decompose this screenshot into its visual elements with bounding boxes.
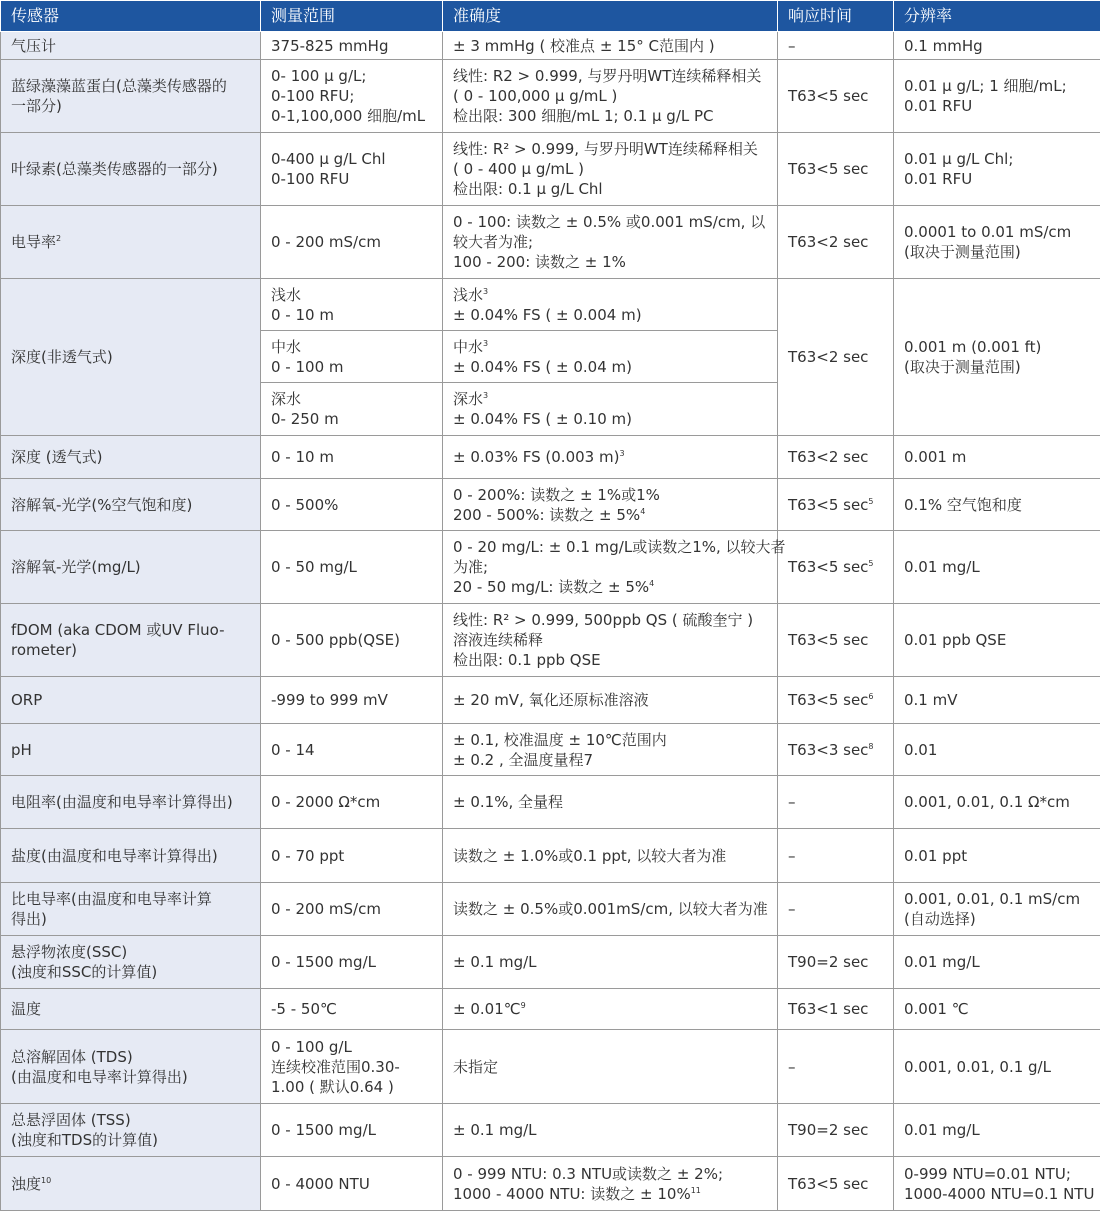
- sensor-name-line: fDOM (aka CDOM 或UV Fluo-: [11, 620, 250, 640]
- sensor-name-cell: [1, 1030, 261, 1104]
- resolution-cell: [894, 677, 1100, 724]
- sensor-name-line: 电阻率(由温度和电导率计算得出): [11, 792, 250, 812]
- range-cell: [261, 1157, 443, 1211]
- accuracy-line: ( 0 - 100,000 µ g/mL ): [453, 86, 767, 106]
- sensor-name-cell: [1, 724, 261, 776]
- response-cell: [778, 531, 894, 604]
- accuracy-label: 中水$^3$: [453, 337, 767, 357]
- resolution-cell: [894, 479, 1100, 531]
- resolution-cell: [894, 936, 1100, 989]
- resolution-line: 0.01 ppb QSE: [904, 630, 1090, 650]
- resolution-line: (取决于测量范围): [904, 242, 1090, 262]
- accuracy-cell: [443, 677, 778, 724]
- sensor-name-line: 溶解氧-光学(mg/L): [11, 557, 250, 577]
- accuracy-line: 读数之 ± 0.5%或0.001mS/cm, 以较大者为准: [453, 899, 767, 919]
- accuracy-footnote: 4: [640, 507, 645, 516]
- resolution-line: 0.01 RFU: [904, 169, 1090, 189]
- accuracy-cell: [443, 531, 778, 604]
- range-cell: [261, 724, 443, 776]
- response-cell: [778, 1104, 894, 1157]
- sensor-name-line: 得出): [11, 909, 250, 929]
- response-cell: [778, 1157, 894, 1211]
- range-line: 0 - 100 g/L: [271, 1037, 432, 1057]
- sensor-name-line: 深度(非透气式): [11, 347, 250, 367]
- accuracy-line: 0 - 20 mg/L: ± 0.1 mg/L或读数之1%, 以较大者: [453, 537, 767, 557]
- sensor-name-footnote: 2: [56, 234, 61, 243]
- range-line: 浅水: [271, 285, 432, 305]
- accuracy-footnote: 11: [691, 1186, 701, 1195]
- accuracy-label: 浅水$^3$: [453, 285, 767, 305]
- accuracy-cell: [443, 1030, 778, 1104]
- sensor-name-line: pH: [11, 740, 250, 760]
- sensor-name-cell: [1, 436, 261, 479]
- sensor-name-line: 叶绿素(总藻类传感器的一部分): [11, 159, 250, 179]
- accuracy-cell: [443, 479, 778, 531]
- accuracy-line: 线性: R² > 0.999, 500ppb QS ( 硫酸奎宁 ): [453, 610, 767, 630]
- table-row: [1, 604, 1100, 677]
- resolution-line: 0.01 mg/L: [904, 952, 1090, 972]
- resolution-line: 0.001 m (0.001 ft): [904, 337, 1090, 357]
- range-line: 0 - 14: [271, 740, 432, 760]
- response-line: T90=2 sec: [788, 1120, 883, 1140]
- accuracy-line: 读数之 ± 1.0%或0.1 ppt, 以较大者为准: [453, 846, 767, 866]
- range-line: 375-825 mmHg: [271, 36, 432, 56]
- resolution-cell: [894, 206, 1100, 279]
- sensor-name-cell: [1, 531, 261, 604]
- accuracy-value: ± 0.04% FS ( ± 0.10 m): [453, 409, 767, 429]
- response-cell: [778, 724, 894, 776]
- table-row: [1, 531, 1100, 604]
- sensor-name-line: (由温度和电导率计算得出): [11, 1067, 250, 1087]
- sensor-name-line: 浊度$^{10}$: [11, 1174, 250, 1194]
- response-cell: [778, 436, 894, 479]
- response-line: –: [788, 899, 883, 919]
- accuracy-line: ± 0.1%, 全量程: [453, 792, 767, 812]
- sensor-name-cell: [1, 1104, 261, 1157]
- range-line: 0 - 1500 mg/L: [271, 952, 432, 972]
- table-row: [1, 1030, 1100, 1104]
- response-line: T63<5 $\sec^5$: [788, 557, 883, 577]
- range-line: 0 - 200 mS/cm: [271, 899, 432, 919]
- accuracy-line: 0 - 999 NTU: 0.3 NTU或读数之 ± 2%;: [453, 1164, 767, 1184]
- range-line: 0 - 500%: [271, 495, 432, 515]
- response-cell: [778, 206, 894, 279]
- range-line: 连续校准范围0.30-: [271, 1057, 432, 1077]
- range-cell: [261, 776, 443, 829]
- accuracy-cell: [443, 133, 778, 206]
- accuracy-line: 检出限: 0.1 µ g/L Chl: [453, 179, 767, 199]
- sensor-name-cell: [1, 133, 261, 206]
- response-line: T63<5 $\sec^6$: [788, 690, 883, 710]
- accuracy-footnote: 3: [483, 287, 488, 296]
- accuracy-cell: [443, 32, 778, 60]
- table-row: [1, 1157, 1100, 1211]
- sensor-name-line: (浊度和SSC的计算值): [11, 962, 250, 982]
- resolution-line: 0.001 ℃: [904, 999, 1090, 1019]
- response-footnote: 8: [868, 742, 873, 751]
- range-cell: [261, 1104, 443, 1157]
- response-footnote: 5: [868, 497, 873, 506]
- range-line: 0- 250 m: [271, 409, 432, 429]
- response-line: T63<5 sec: [788, 86, 883, 106]
- table-row: [1, 776, 1100, 829]
- resolution-line: 0.01 mg/L: [904, 1120, 1090, 1140]
- accuracy-line: 较大者为准;: [453, 232, 767, 252]
- resolution-line: 0.1 mV: [904, 690, 1090, 710]
- range-line: 0-100 RFU: [271, 169, 432, 189]
- sensor-name-cell: [1, 936, 261, 989]
- accuracy-label: 深水$^3$: [453, 389, 767, 409]
- accuracy-line: ( 0 - 400 µ g/mL ): [453, 159, 767, 179]
- sensor-name-footnote: 10: [41, 1176, 51, 1185]
- header-range: 测量范围: [261, 1, 443, 32]
- range-line: 深水: [271, 389, 432, 409]
- response-cell: [778, 1030, 894, 1104]
- resolution-cell: [894, 279, 1100, 436]
- range-line: 0 - 200 mS/cm: [271, 232, 432, 252]
- table-row: [1, 883, 1100, 936]
- header-accuracy: 准确度: [443, 1, 778, 32]
- accuracy-line: 为准;: [453, 557, 767, 577]
- response-line: T63<3 $\sec^8$: [788, 740, 883, 760]
- accuracy-line: 检出限: 300 细胞/mL 1; 0.1 µ g/L PC: [453, 106, 767, 126]
- sensor-name-line: ORP: [11, 690, 250, 710]
- table-row: [1, 724, 1100, 776]
- accuracy-footnote: 3: [483, 391, 488, 400]
- response-line: T90=2 sec: [788, 952, 883, 972]
- response-cell: [778, 604, 894, 677]
- sensor-name-line: 溶解氧-光学(%空气饱和度): [11, 495, 250, 515]
- range-cell: [261, 677, 443, 724]
- range-cell: [261, 883, 443, 936]
- accuracy-line: ± 0.1 mg/L: [453, 1120, 767, 1140]
- response-line: T63<5 sec: [788, 1174, 883, 1194]
- response-line: T63<1 sec: [788, 999, 883, 1019]
- accuracy-line: ± 20 mV, 氧化还原标准溶液: [453, 690, 767, 710]
- range-cell: [261, 206, 443, 279]
- response-footnote: 5: [868, 559, 873, 568]
- accuracy-cell: [443, 776, 778, 829]
- accuracy-line: 溶液连续稀释: [453, 630, 767, 650]
- range-line: 0 - 100 m: [271, 357, 432, 377]
- accuracy-line: ± 3 mmHg ( 校准点 ± 15° C范围内 ): [453, 36, 767, 56]
- resolution-line: 0.0001 to 0.01 mS/cm: [904, 222, 1090, 242]
- response-cell: [778, 936, 894, 989]
- accuracy-cell: [443, 331, 778, 383]
- sensor-name-cell: [1, 206, 261, 279]
- accuracy-line: 0 - 100: 读数之 ± 0.5% 或0.001 mS/cm, 以: [453, 212, 767, 232]
- resolution-cell: [894, 776, 1100, 829]
- resolution-cell: [894, 60, 1100, 133]
- accuracy-cell: [443, 829, 778, 883]
- resolution-cell: [894, 1030, 1100, 1104]
- range-line: 0 - 1500 mg/L: [271, 1120, 432, 1140]
- resolution-line: 1000-4000 NTU=0.1 NTU: [904, 1184, 1090, 1204]
- resolution-line: 0.001, 0.01, 0.1 mS/cm: [904, 889, 1090, 909]
- range-line: 中水: [271, 337, 432, 357]
- range-line: 0-100 RFU;: [271, 86, 432, 106]
- range-line: 0-1,100,000 细胞/mL: [271, 106, 432, 126]
- accuracy-line: 200 - 500%: 读数之 ± 5%$^4$: [453, 505, 767, 525]
- response-footnote: 6: [868, 692, 873, 701]
- sensor-name-line: 悬浮物浓度(SSC): [11, 942, 250, 962]
- accuracy-line: ± 0.1, 校准温度 ± 10℃范围内: [453, 730, 767, 750]
- range-cell: [261, 604, 443, 677]
- range-cell: [261, 989, 443, 1030]
- response-line: T63<5 sec: [788, 159, 883, 179]
- accuracy-line: 检出限: 0.1 ppb QSE: [453, 650, 767, 670]
- table-row: [1, 1104, 1100, 1157]
- range-cell: [261, 60, 443, 133]
- sensor-name-cell: [1, 776, 261, 829]
- response-line: T63<2 sec: [788, 447, 883, 467]
- range-line: -5 - 50℃: [271, 999, 432, 1019]
- resolution-line: 0.001, 0.01, 0.1 g/L: [904, 1057, 1090, 1077]
- resolution-cell: [894, 1104, 1100, 1157]
- range-cell: [261, 331, 443, 383]
- range-cell: [261, 383, 443, 436]
- accuracy-value: ± 0.04% FS ( ± 0.04 m): [453, 357, 767, 377]
- resolution-line: 0.001, 0.01, 0.1 Ω*cm: [904, 792, 1090, 812]
- sensor-name-line: 温度: [11, 999, 250, 1019]
- sensor-name-line: 蓝绿藻藻蓝蛋白(总藻类传感器的: [11, 76, 250, 96]
- accuracy-line: 1000 - 4000 NTU: 读数之 ± 10%$^{11}$: [453, 1184, 767, 1204]
- sensor-name-cell: [1, 279, 261, 436]
- response-line: –: [788, 36, 883, 56]
- sensor-name-cell: [1, 604, 261, 677]
- accuracy-line: 未指定: [453, 1057, 767, 1077]
- resolution-line: 0.1% 空气饱和度: [904, 495, 1090, 515]
- resolution-line: 0-999 NTU=0.01 NTU;: [904, 1164, 1090, 1184]
- resolution-cell: [894, 883, 1100, 936]
- range-line: 0 - 10 m: [271, 447, 432, 467]
- range-line: 0 - 2000 Ω*cm: [271, 792, 432, 812]
- sensor-name-line: 深度 (透气式): [11, 447, 250, 467]
- response-cell: [778, 32, 894, 60]
- depth-subrow: [1, 279, 1100, 331]
- sensor-name-line: 盐度(由温度和电导率计算得出): [11, 846, 250, 866]
- sensor-name-line: rometer): [11, 640, 250, 660]
- sensor-name-line: (浊度和TDS的计算值): [11, 1130, 250, 1150]
- sensor-name-line: 总溶解固体 (TDS): [11, 1047, 250, 1067]
- table-row: [1, 677, 1100, 724]
- header-resolution: 分辨率: [894, 1, 1100, 32]
- sensor-name-line: 气压计: [11, 36, 250, 56]
- range-line: 0 - 4000 NTU: [271, 1174, 432, 1194]
- range-cell: [261, 133, 443, 206]
- accuracy-cell: [443, 60, 778, 133]
- resolution-cell: [894, 1157, 1100, 1211]
- response-cell: [778, 989, 894, 1030]
- range-line: 0 - 500 ppb(QSE): [271, 630, 432, 650]
- header-response: 响应时间: [778, 1, 894, 32]
- resolution-cell: [894, 32, 1100, 60]
- resolution-line: 0.01 RFU: [904, 96, 1090, 116]
- header-row: [1, 1, 1100, 32]
- accuracy-cell: [443, 604, 778, 677]
- table-row: [1, 60, 1100, 133]
- range-cell: [261, 829, 443, 883]
- sensor-name-line: 一部分): [11, 96, 250, 116]
- accuracy-line: 线性: R2 > 0.999, 与罗丹明WT连续稀释相关: [453, 66, 767, 86]
- sensor-name-cell: [1, 60, 261, 133]
- sensor-name-cell: [1, 677, 261, 724]
- accuracy-footnote: 3: [619, 449, 624, 458]
- resolution-cell: [894, 989, 1100, 1030]
- accuracy-line: 20 - 50 mg/L: 读数之 ± 5%$^4$: [453, 577, 767, 597]
- response-cell: [778, 776, 894, 829]
- accuracy-footnote: 4: [649, 579, 654, 588]
- resolution-cell: [894, 436, 1100, 479]
- table-row: [1, 989, 1100, 1030]
- response-cell: [778, 133, 894, 206]
- table-row: [1, 206, 1100, 279]
- range-line: 0 - 70 ppt: [271, 846, 432, 866]
- accuracy-cell: [443, 989, 778, 1030]
- table-body: [1, 32, 1100, 1211]
- resolution-line: 0.01 µ g/L; 1 细胞/mL;: [904, 76, 1090, 96]
- sensor-name-cell: [1, 479, 261, 531]
- response-line: T63<5 $\sec^5$: [788, 495, 883, 515]
- accuracy-cell: [443, 883, 778, 936]
- accuracy-cell: [443, 383, 778, 436]
- accuracy-line: ± 0.01℃$^9$: [453, 999, 767, 1019]
- accuracy-line: ± 0.2 , 全温度量程7: [453, 750, 767, 770]
- accuracy-footnote: 9: [521, 1001, 526, 1010]
- accuracy-cell: [443, 1157, 778, 1211]
- range-cell: [261, 531, 443, 604]
- resolution-line: (取决于测量范围): [904, 357, 1090, 377]
- response-line: T63<5 sec: [788, 630, 883, 650]
- response-line: –: [788, 846, 883, 866]
- range-cell: [261, 279, 443, 331]
- accuracy-value: ± 0.04% FS ( ± 0.004 m): [453, 305, 767, 325]
- response-line: T63<2 sec: [788, 347, 883, 367]
- resolution-line: (自动选择): [904, 909, 1090, 929]
- accuracy-cell: [443, 436, 778, 479]
- response-cell: [778, 60, 894, 133]
- sensor-name-line: 比电导率(由温度和电导率计算: [11, 889, 250, 909]
- range-line: 0-400 µ g/L Chl: [271, 149, 432, 169]
- range-cell: [261, 479, 443, 531]
- sensor-name-cell: [1, 32, 261, 60]
- sensor-name-cell: [1, 989, 261, 1030]
- accuracy-line: 100 - 200: 读数之 ± 1%: [453, 252, 767, 272]
- table-row: [1, 936, 1100, 989]
- resolution-cell: [894, 133, 1100, 206]
- accuracy-cell: [443, 936, 778, 989]
- response-cell: [778, 279, 894, 436]
- range-cell: [261, 1030, 443, 1104]
- accuracy-cell: [443, 206, 778, 279]
- resolution-line: 0.01: [904, 740, 1090, 760]
- sensor-name-line: 电导率$^2$: [11, 232, 250, 252]
- resolution-cell: [894, 724, 1100, 776]
- range-line: -999 to 999 mV: [271, 690, 432, 710]
- resolution-line: 0.1 mmHg: [904, 36, 1090, 56]
- range-cell: [261, 32, 443, 60]
- accuracy-line: ± 0.03% FS (0.003 m)$^3$: [453, 447, 767, 467]
- accuracy-line: ± 0.1 mg/L: [453, 952, 767, 972]
- sensor-name-cell: [1, 1157, 261, 1211]
- table-row: [1, 829, 1100, 883]
- header-sensor: 传感器: [1, 1, 261, 32]
- sensor-name-cell: [1, 883, 261, 936]
- sensor-name-line: 总悬浮固体 (TSS): [11, 1110, 250, 1130]
- resolution-cell: [894, 531, 1100, 604]
- accuracy-cell: [443, 1104, 778, 1157]
- range-cell: [261, 936, 443, 989]
- resolution-line: 0.001 m: [904, 447, 1090, 467]
- resolution-cell: [894, 829, 1100, 883]
- response-cell: [778, 677, 894, 724]
- resolution-line: 0.01 µ g/L Chl;: [904, 149, 1090, 169]
- response-line: –: [788, 792, 883, 812]
- range-line: 0 - 50 mg/L: [271, 557, 432, 577]
- response-line: –: [788, 1057, 883, 1077]
- table-row: [1, 479, 1100, 531]
- resolution-line: 0.01 ppt: [904, 846, 1090, 866]
- table-row: [1, 133, 1100, 206]
- response-cell: [778, 829, 894, 883]
- response-line: T63<2 sec: [788, 232, 883, 252]
- response-cell: [778, 479, 894, 531]
- range-line: 0- 100 µ g/L;: [271, 66, 432, 86]
- accuracy-footnote: 3: [483, 339, 488, 348]
- range-line: 1.00 ( 默认0.64 ): [271, 1077, 432, 1097]
- resolution-line: 0.01 mg/L: [904, 557, 1090, 577]
- accuracy-cell: [443, 724, 778, 776]
- resolution-cell: [894, 604, 1100, 677]
- sensor-name-cell: [1, 829, 261, 883]
- table-row: [1, 32, 1100, 60]
- accuracy-line: 线性: R² > 0.999, 与罗丹明WT连续稀释相关: [453, 139, 767, 159]
- range-cell: [261, 436, 443, 479]
- accuracy-line: 0 - 200%: 读数之 ± 1%或1%: [453, 485, 767, 505]
- response-cell: [778, 883, 894, 936]
- range-line: 0 - 10 m: [271, 305, 432, 325]
- accuracy-cell: [443, 279, 778, 331]
- table-row: [1, 436, 1100, 479]
